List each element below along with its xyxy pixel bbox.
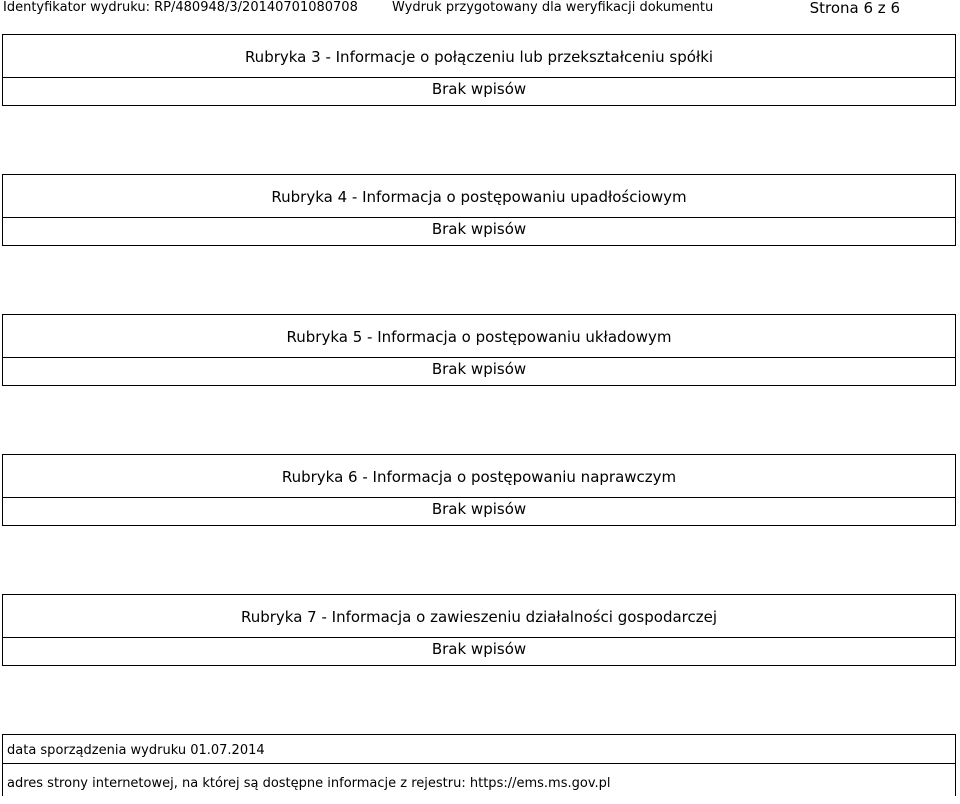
print-date: data sporządzenia wydruku 01.07.2014 (3, 735, 955, 764)
section-title: Rubryka 7 - Informacja o zawieszeniu działalności gospodarczej (3, 595, 955, 638)
section-title: Rubryka 5 - Informacja o postępowaniu układowym (3, 315, 955, 358)
section-rubryka-3 (2, 34, 956, 106)
section-rubryka-4 (2, 174, 956, 246)
page-footer (2, 734, 956, 796)
registry-address: adres strony internetowej, na której są dostępne informacje z rejestru: https://ems.ms.gov.pl (7, 776, 611, 791)
section-rubryka-7 (2, 594, 956, 666)
section-title: Rubryka 6 - Informacja o postępowaniu naprawczym (3, 455, 955, 498)
print-purpose: Wydruk przygotowany dla weryfikacji dokumentu (392, 0, 714, 15)
section-rubryka-6 (2, 454, 956, 526)
section-body: Brak wpisów (431, 80, 527, 98)
section-rubryka-5 (2, 314, 956, 386)
section-title: Rubryka 4 - Informacja o postępowaniu upadłościowym (3, 175, 955, 218)
section-body: Brak wpisów (431, 360, 527, 378)
section-title: Rubryka 3 - Informacje o połączeniu lub przekształceniu spółki (3, 35, 955, 78)
section-body: Brak wpisów (431, 220, 527, 238)
section-body: Brak wpisów (431, 640, 527, 658)
print-identifier: Identyfikator wydruku: RP/480948/3/20140701080708 (3, 0, 358, 15)
page-number: Strona 6 z 6 (809, 0, 900, 17)
section-body: Brak wpisów (431, 500, 527, 518)
